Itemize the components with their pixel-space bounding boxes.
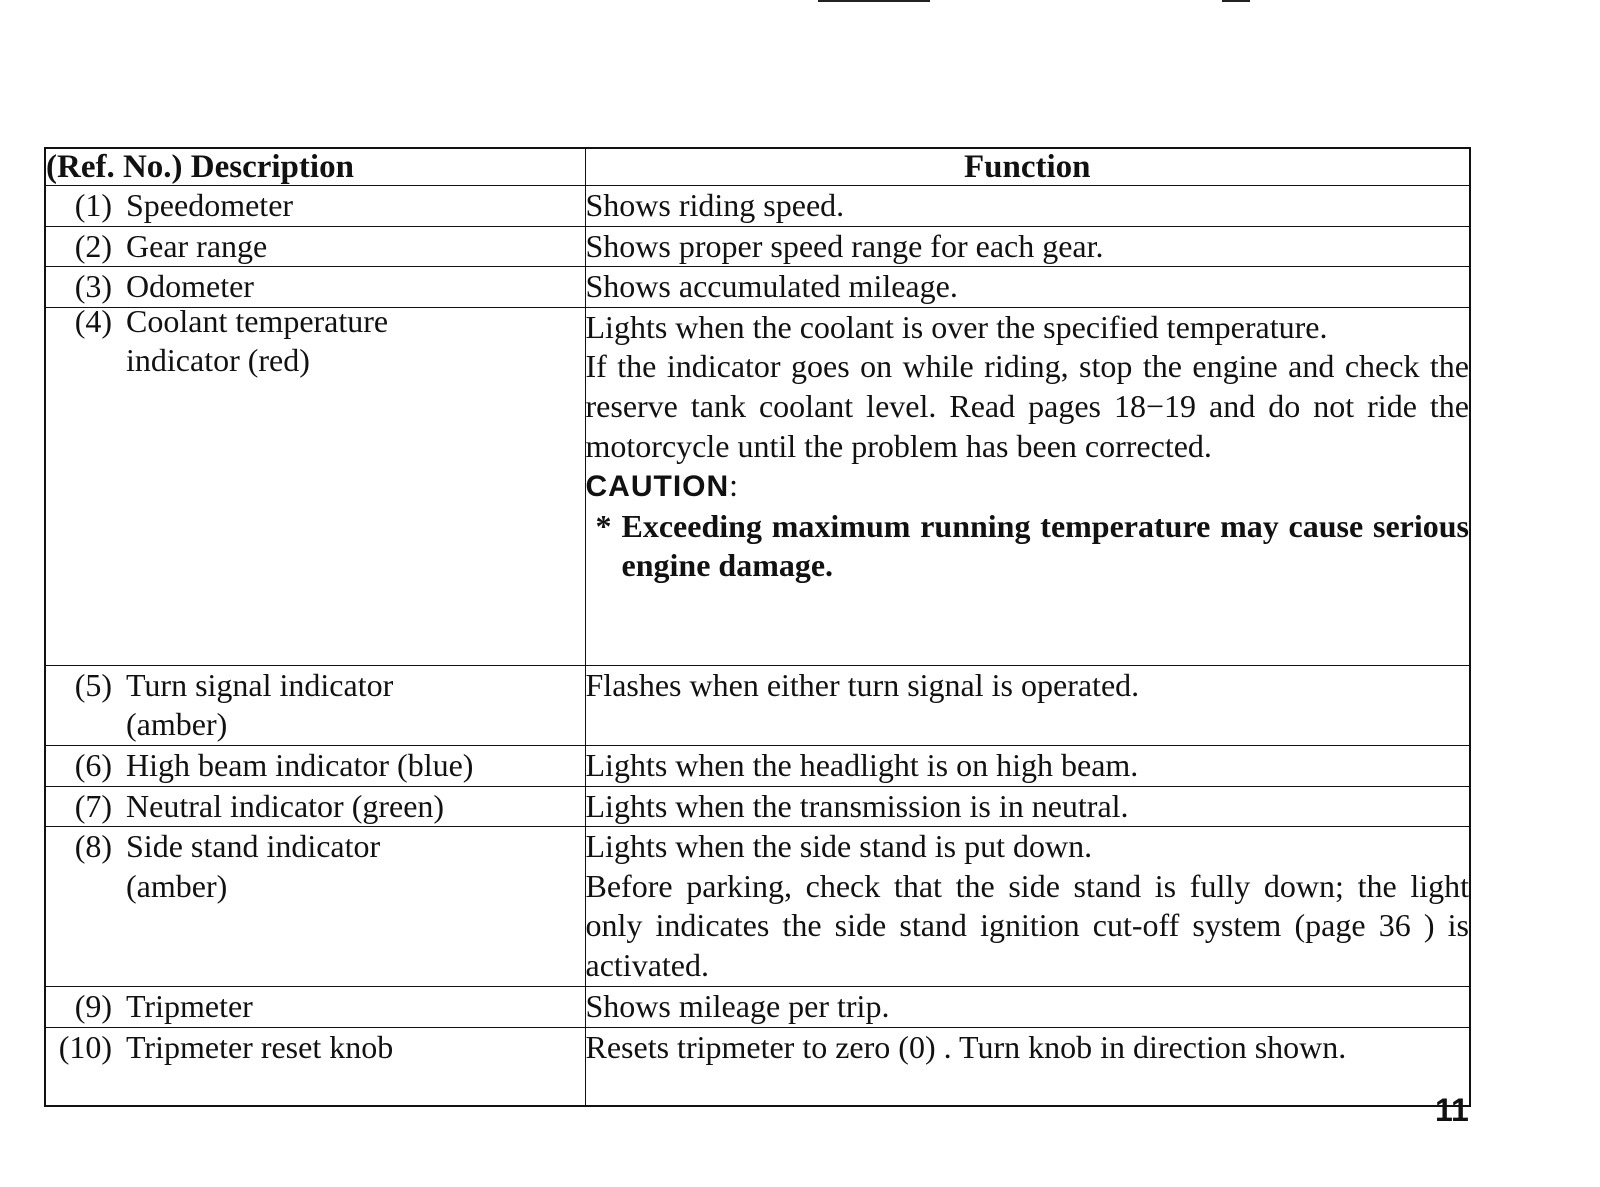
- table-row: [45, 827, 1470, 987]
- page-number: 11: [1435, 1092, 1469, 1128]
- ref-number: (6): [74, 746, 112, 783]
- function-cell: Lights when the transmission is in neutral.: [585, 786, 1470, 827]
- column-header-description: (Ref. No.) Description: [45, 148, 585, 186]
- table-row: [45, 786, 1470, 827]
- description-text: Gear range: [126, 227, 268, 264]
- caution-heading: [586, 466, 1470, 507]
- table-header-row: [45, 148, 1470, 186]
- caution-label: CAUTION: [585, 470, 730, 504]
- bullet-asterisk: *: [595, 507, 612, 544]
- description-text-line2: (amber): [126, 706, 228, 743]
- function-cell: Lights when the headlight is on high beam.: [585, 745, 1470, 786]
- function-cell: Shows riding speed.: [585, 186, 1470, 227]
- table-row: [45, 307, 1470, 665]
- table-row: [45, 665, 1470, 745]
- description-text: Coolant temperature: [126, 302, 389, 339]
- description-cell: [45, 302, 585, 665]
- ref-number: (8): [74, 828, 112, 865]
- description-cell: [45, 745, 585, 786]
- description-text: Odometer: [126, 268, 254, 305]
- table-row: [45, 1027, 1470, 1106]
- column-header-function: Function: [585, 148, 1470, 186]
- top-edge-mark: [1222, 0, 1250, 2]
- table-row: [45, 186, 1470, 227]
- description-text-line2: indicator (red): [126, 342, 310, 379]
- description-cell: [45, 186, 585, 227]
- top-edge-mark: [818, 0, 930, 2]
- description-cell: [45, 226, 585, 267]
- function-paragraph: Lights when the side stand is put down.: [585, 828, 1093, 865]
- function-cell: [585, 307, 1470, 665]
- description-cell: [45, 786, 585, 827]
- caution-text: Exceeding maximum running temperature may cause serious engine damage.: [621, 507, 1469, 584]
- ref-number: (1): [74, 187, 112, 223]
- description-cell: [45, 665, 585, 745]
- description-text-line2: (amber): [126, 867, 228, 904]
- ref-number: (10): [58, 1028, 112, 1065]
- ref-number: (2): [74, 227, 112, 264]
- ref-number: (5): [74, 666, 112, 703]
- function-cell: Shows mileage per trip.: [585, 987, 1470, 1028]
- function-cell: Flashes when either turn signal is operated.: [585, 665, 1470, 745]
- description-text: Tripmeter: [126, 988, 253, 1025]
- ref-number: (4): [74, 302, 112, 339]
- description-text: Tripmeter reset knob: [126, 1028, 394, 1065]
- description-text: Turn signal indicator: [126, 666, 394, 703]
- table-row: [45, 987, 1470, 1028]
- function-paragraph: If the indicator goes on while riding, stop the engine and check the reserve tank coolant level. Read pages 18−19 and do not ride the motorcycle until the problem has been corrected.: [585, 348, 1469, 464]
- table-row: [45, 745, 1470, 786]
- table-row: [45, 226, 1470, 267]
- caution-item: [586, 507, 1470, 586]
- description-cell: [45, 827, 585, 987]
- description-text: Speedometer: [126, 187, 294, 223]
- function-cell: [585, 827, 1470, 987]
- function-paragraph: Lights when the coolant is over the specified temperature.: [585, 308, 1328, 345]
- function-cell: Shows accumulated mileage.: [585, 267, 1470, 308]
- description-text: Neutral indicator (green): [126, 787, 445, 824]
- description-text: High beam indicator (blue): [126, 746, 474, 783]
- description-text: Side stand indicator: [126, 828, 381, 865]
- description-cell: [45, 1027, 585, 1106]
- ref-number: (7): [74, 787, 112, 824]
- function-paragraph: Before parking, check that the side stand is fully down; the light only indicates the side stand ignition cut-off system (page 36 ) is activated.: [585, 867, 1469, 983]
- instrument-function-table: [44, 147, 1471, 1107]
- description-cell: [45, 987, 585, 1028]
- ref-number: (3): [74, 268, 112, 305]
- function-cell: Shows proper speed range for each gear.: [585, 226, 1470, 267]
- function-cell: Resets tripmeter to zero (0) . Turn knob in direction shown.: [585, 1027, 1470, 1106]
- ref-number: (9): [74, 988, 112, 1025]
- caution-colon: :: [729, 467, 739, 504]
